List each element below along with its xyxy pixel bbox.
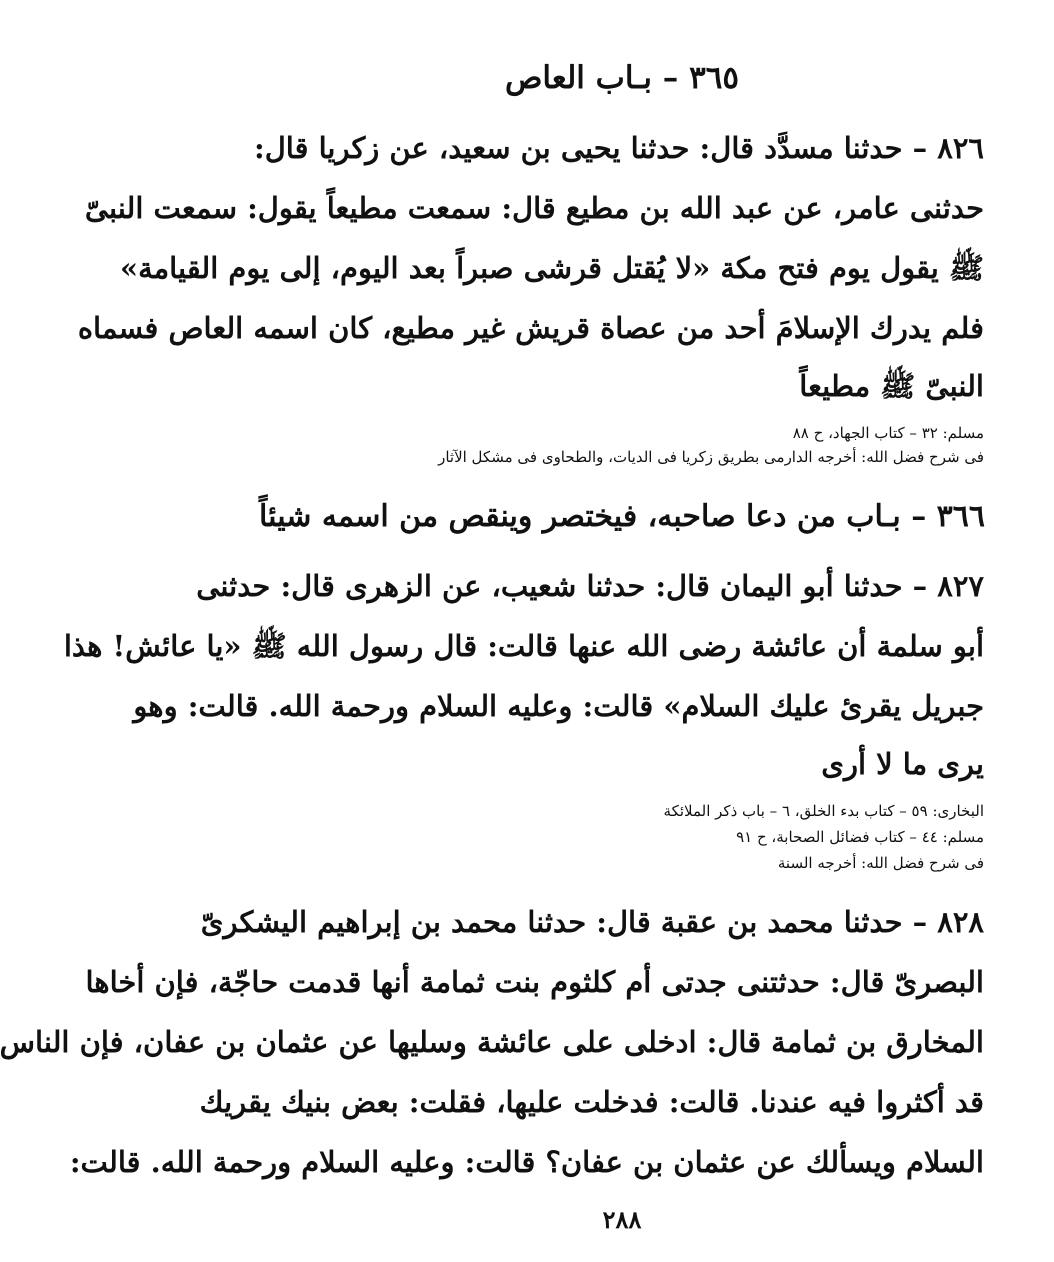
hadith-828-line-5: السلام ويسألك عن عثمان بن عفان؟ قالت: وعليه السلام ورحمة الله. قالت: [69, 1145, 984, 1179]
hadith-828-line-3: المخارق بن ثمامة قال: ادخلى على عائشة وسليها عن عثمان بن عفان، فإن الناس [0, 1025, 984, 1059]
chapter-heading-366: ٣٦٦ – بـاب من دعا صاحبه، فيختصر وينقص من اسمه شيئاً [259, 499, 985, 534]
page-number: ٢٨٨ [602, 1205, 642, 1234]
hadith-827-line-2: أبو سلمة أن عائشة رضى الله عنها قالت: قال رسول الله ﷺ «يا عائش! هذا [63, 629, 984, 663]
hadith-827-line-1: ٨٢٧ – حدثنا أبو اليمان قال: حدثنا شعيب، عن الزهرى قال: حدثنى [196, 569, 984, 603]
hadith-826-line-4: فلم يدرك الإسلامَ أحد من عصاة قريش غير مطيع، كان اسمه العاص فسماه [77, 311, 984, 345]
hadith-826-line-3: ﷺ يقول يوم فتح مكة «لا يُقتل قرشى صبراً بعد اليوم، إلى يوم القيامة» [119, 251, 984, 285]
footnote-827-3: فى شرح فضل الله: أخرجه السنة [777, 854, 984, 872]
footnote-827-1: البخارى: ٥٩ – كتاب بدء الخلق، ٦ – باب ذكر الملائكة [663, 802, 984, 820]
hadith-828-line-4: قد أكثروا فيه عندنا. قالت: فدخلت عليها، فقلت: بعض بنيك يقريك [199, 1085, 984, 1119]
footnote-826-1: مسلم: ٣٢ – كتاب الجهاد، ح ٨٨ [792, 424, 984, 442]
footnote-827-2: مسلم: ٤٤ – كتاب فضائل الصحابة، ح ٩١ [736, 828, 984, 846]
hadith-828-line-1: ٨٢٨ – حدثنا محمد بن عقبة قال: حدثنا محمد بن إبراهيم اليشكرىّ [200, 905, 984, 939]
hadith-826-line-5: النبىّ ﷺ مطيعاً [799, 369, 984, 403]
hadith-827-line-4: يرى ما لا أرى [821, 747, 984, 781]
hadith-826-line-2: حدثنى عامر، عن عبد الله بن مطيع قال: سمعت مطيعاً يقول: سمعت النبىّ [84, 191, 984, 225]
hadith-828-line-2: البصرىّ قال: حدثتنى جدتى أم كلثوم بنت ثمامة أنها قدمت حاجّة، فإن أخاها [85, 965, 984, 999]
hadith-827-line-3: جبريل يقرئ عليك السلام» قالت: وعليه السلام ورحمة الله. قالت: وهو [133, 689, 984, 723]
footnote-826-2: فى شرح فضل الله: أخرجه الدارمى بطريق زكريا فى الديات، والطحاوى فى مشكل الآثار [438, 448, 984, 466]
page-title: ٣٦٥ – بـاب العاص [504, 60, 740, 96]
hadith-826-line-1: ٨٢٦ – حدثنا مسدَّد قال: حدثنا يحيى بن سعيد، عن زكريا قال: [254, 131, 984, 165]
